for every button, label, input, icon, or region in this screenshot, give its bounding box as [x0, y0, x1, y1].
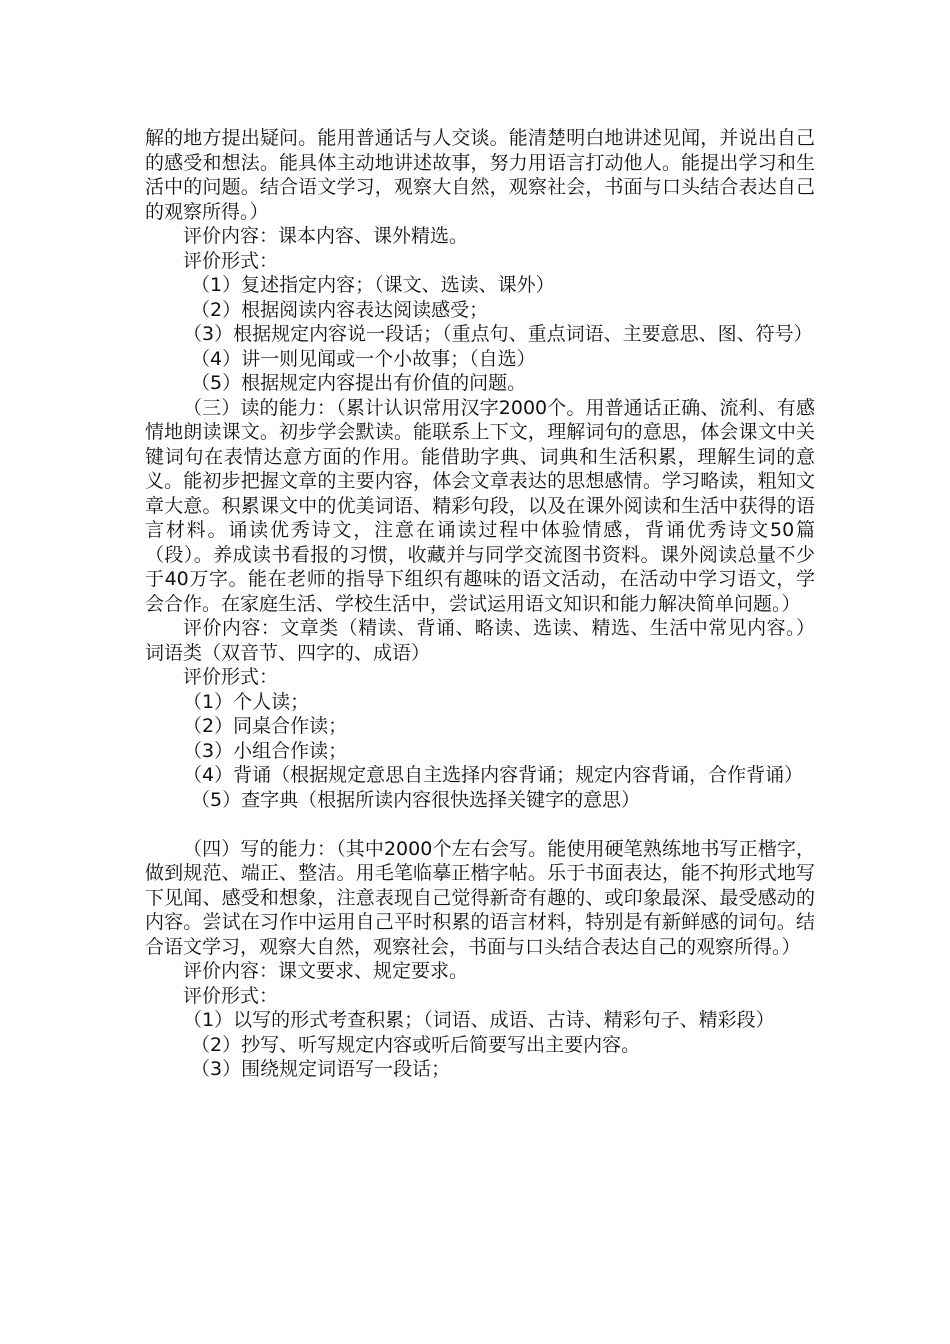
list-item-speaking-3: （3）根据规定内容说一段话；（重点句、重点词语、主要意思、图、符号） [183, 323, 813, 345]
paragraph-eval-form-speaking: 评价形式： [183, 249, 279, 272]
blank-line [145, 812, 815, 837]
list-item-writing-3: （3）围绕规定词语写一段话； [191, 1058, 451, 1080]
paragraph-eval-content-reading: 评价内容：文章类（精读、背诵、略读、选读、精选、生活中常见内容。）词语类（双音节、四字的、成语） [145, 617, 815, 664]
paragraph-eval-form-reading: 评价形式： [183, 666, 279, 688]
list-item-reading-5: （5）查字典（根据所读内容很快选择关键字的意思） [191, 788, 641, 811]
list-item-writing-2: （2）抄写、听写规定内容或听后简要写出主要内容。 [191, 1033, 641, 1056]
paragraph-eval-form-writing: 评价形式： [183, 984, 279, 1007]
paragraph-eval-content-speaking: 评价内容：课本内容、课外精选。 [183, 225, 469, 247]
list-item-speaking-1: （1）复述指定内容；（课文、选读、课外） [191, 274, 555, 296]
paragraph-reading-ability: （三）读的能力：（累计认识常用汉字2000个。用普通话正确、流利、有感情地朗读课文。初步学会默读。能联系上下文，理解词句的意思，体会课文中关键词句在表情达意方面的作用。能借助字典、词典和生活积累，理解生词的意义。能初步把握文章的主要内容，体会文章表达的思想感情。学习略读，粗知文章大意。积累课文中的优美词语、精彩句段，以及在课外阅读和生活中获得的语言材料。诵读优秀诗文，注意在诵读过程中体验情感，背诵优秀诗文50篇（段）。养成读书看报的习惯，收藏并与同学交流图书资料。课外阅读总量不少于40万字。能在老师的指导下组织有趣味的语文活动，在活动中学习语文，学会合作。在家庭生活、学校生活中，尝试运用语文知识和能力解决简单问题。） [145, 396, 815, 615]
list-item-reading-2: （2）同桌合作读； [183, 715, 348, 737]
list-item-reading-3: （3）小组合作读； [183, 739, 348, 762]
paragraph-writing-ability: （四）写的能力：（其中2000个左右会写。能使用硬笔熟练地书写正楷字，做到规范、端正、整洁。用毛笔临摹正楷字帖。乐于书面表达，能不拘形式地写下见闻、感受和想象，注意表现自己觉得新奇有趣的、或印象最深、最受感动的内容。尝试在习作中运用自己平时积累的语言材料，特别是有新鲜感的词句。结合语文学习，观察大自然，观察社会，书面与口头结合表达自己的观察所得。） [145, 837, 815, 958]
paragraph-eval-content-writing: 评价内容：课文要求、规定要求。 [183, 960, 469, 982]
paragraph-listening-speaking-continuation: 解的地方提出疑问。能用普通话与人交谈。能清楚明白地讲述见闻，并说出自己的感受和想法。能具体主动地讲述故事，努力用语言打动他人。能提出学习和生活中的问题。结合语文学习，观察大自然，观察社会，书面与口头结合表达自己的观察所得。） [145, 127, 815, 223]
document-page [145, 126, 815, 1082]
list-item-reading-4: （4）背诵（根据规定意思自主选择内容背诵；规定内容背诵，合作背诵） [183, 764, 804, 786]
list-item-writing-1: （1）以写的形式考查积累；（词语、成语、古诗、精彩句子、精彩段） [183, 1009, 775, 1031]
list-item-speaking-4: （4）讲一则见闻或一个小故事；（自选） [191, 347, 536, 370]
list-item-speaking-2: （2）根据阅读内容表达阅读感受； [191, 298, 489, 321]
list-item-speaking-5: （5）根据规定内容提出有价值的问题。 [191, 372, 527, 394]
list-item-reading-1: （1）个人读； [183, 690, 310, 713]
